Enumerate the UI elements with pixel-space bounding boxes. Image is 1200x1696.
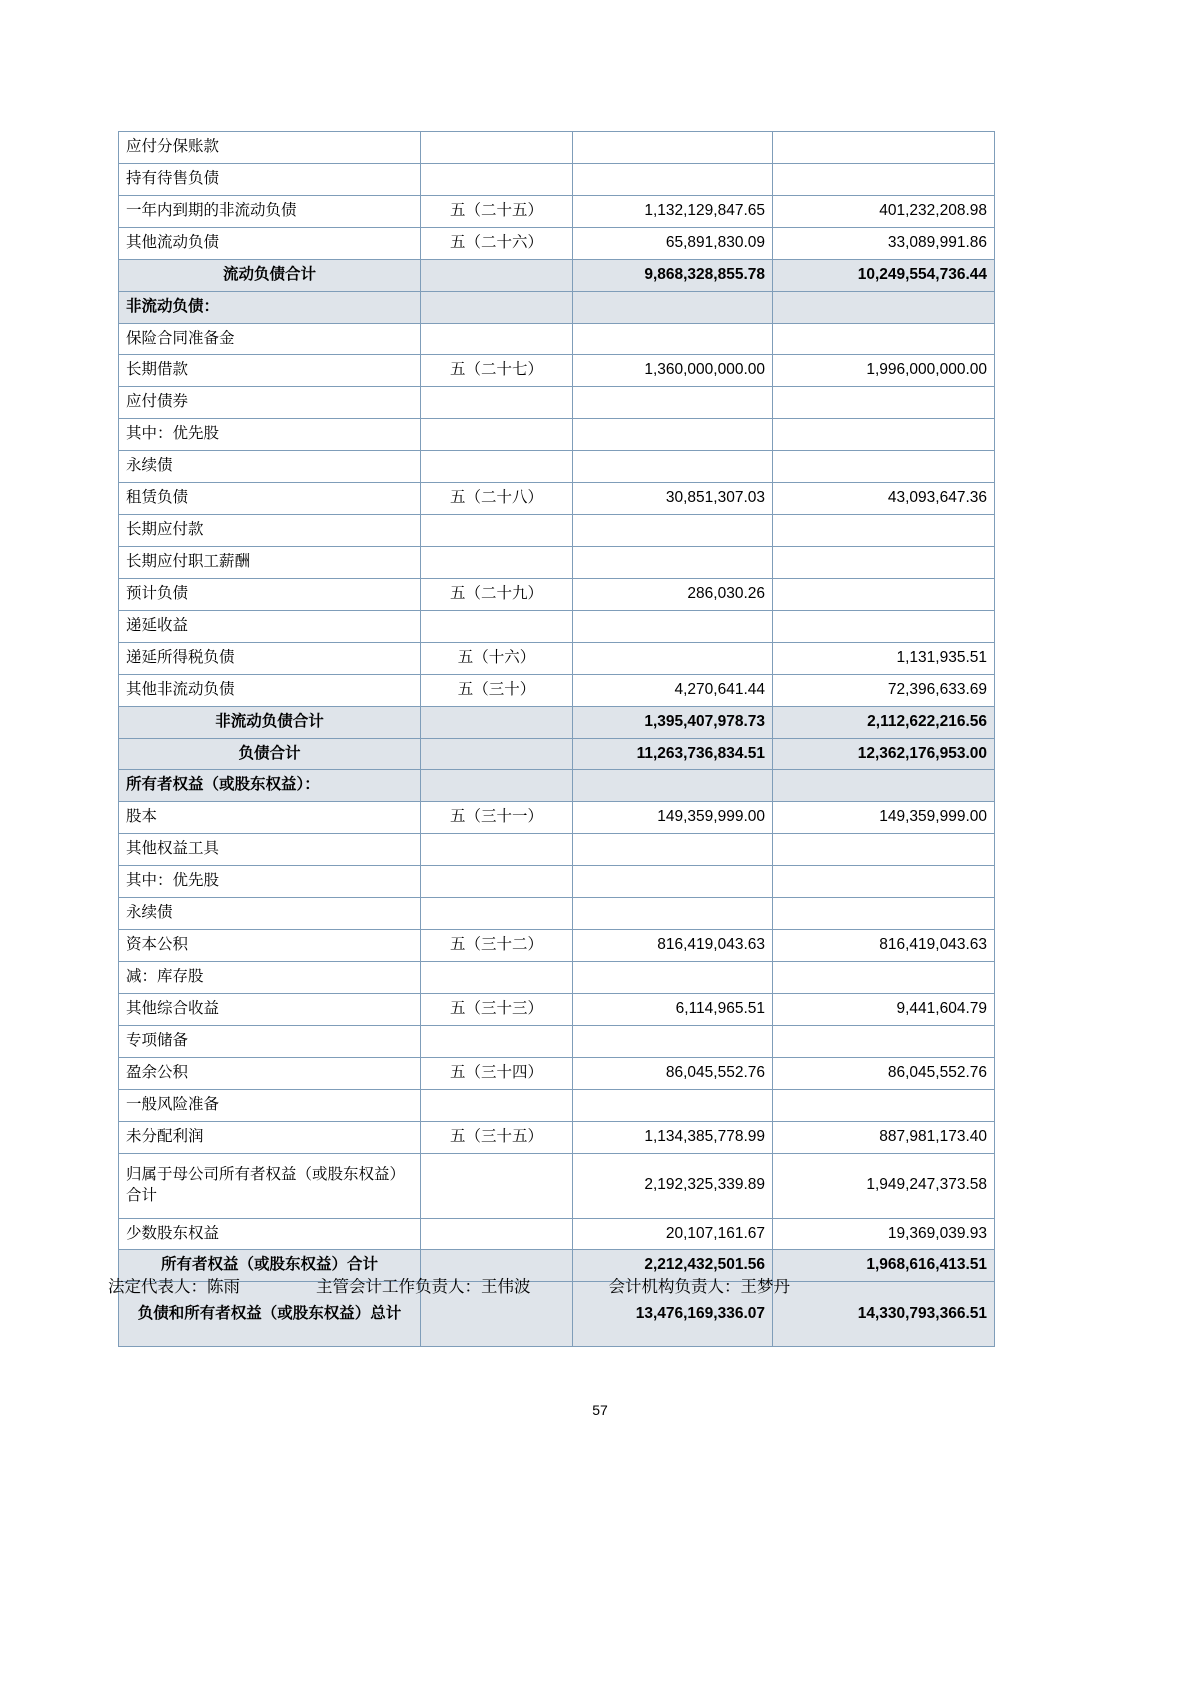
row-value-current-period [573,1089,773,1121]
table-row [119,706,995,738]
row-value-prior-period: 10,249,554,736.44 [773,259,995,291]
table-row [119,515,995,547]
row-value-prior-period [773,515,995,547]
row-value-prior-period: 14,330,793,366.51 [773,1282,995,1347]
row-value-current-period: 6,114,965.51 [573,993,773,1025]
row-value-current-period: 20,107,161.67 [573,1218,773,1250]
table-row [119,1057,995,1089]
row-value-current-period [573,642,773,674]
row-value-prior-period [773,1025,995,1057]
row-value-current-period [573,163,773,195]
row-item-label: 其中：优先股 [119,419,421,451]
table-row [119,866,995,898]
row-note-reference: 五（三十五） [421,1121,573,1153]
row-value-prior-period [773,610,995,642]
row-item-label: 应付债券 [119,387,421,419]
row-value-prior-period [773,291,995,323]
row-value-current-period: 1,132,129,847.65 [573,195,773,227]
table-row [119,451,995,483]
row-item-label: 一年内到期的非流动负债 [119,195,421,227]
table-row [119,834,995,866]
row-value-prior-period [773,451,995,483]
row-note-reference [421,834,573,866]
row-value-prior-period [773,834,995,866]
table-row [119,1153,995,1218]
row-value-prior-period [773,323,995,355]
row-item-label: 流动负债合计 [119,259,421,291]
table-row [119,546,995,578]
legal-representative-label: 法定代表人：陈雨 [108,1277,240,1296]
row-note-reference: 五（二十七） [421,355,573,387]
row-note-reference [421,387,573,419]
row-item-label: 其他综合收益 [119,993,421,1025]
table-row [119,610,995,642]
balance-sheet-table-container [118,131,994,1347]
row-item-label: 长期应付职工薪酬 [119,546,421,578]
table-row [119,163,995,195]
table-row [119,291,995,323]
row-value-prior-period [773,898,995,930]
row-note-reference: 五（十六） [421,642,573,674]
row-item-label: 非流动负债合计 [119,706,421,738]
row-note-reference [421,898,573,930]
row-value-prior-period [773,419,995,451]
row-value-prior-period: 149,359,999.00 [773,802,995,834]
page-number: 57 [592,1402,608,1418]
row-value-prior-period: 72,396,633.69 [773,674,995,706]
row-value-prior-period: 1,968,616,413.51 [773,1250,995,1282]
row-value-current-period [573,834,773,866]
table-row [119,674,995,706]
row-note-reference [421,1089,573,1121]
table-row [119,132,995,164]
row-item-label: 减：库存股 [119,961,421,993]
row-value-prior-period: 1,131,935.51 [773,642,995,674]
row-item-label: 盈余公积 [119,1057,421,1089]
row-value-prior-period [773,546,995,578]
row-item-label: 一般风险准备 [119,1089,421,1121]
row-note-reference: 五（三十三） [421,993,573,1025]
row-note-reference: 五（二十九） [421,578,573,610]
table-row [119,1089,995,1121]
row-value-prior-period: 1,949,247,373.58 [773,1153,995,1218]
row-note-reference [421,770,573,802]
row-value-prior-period [773,163,995,195]
row-value-current-period: 65,891,830.09 [573,227,773,259]
row-item-label: 递延所得税负债 [119,642,421,674]
balance-sheet-table [118,131,995,1347]
row-item-label: 永续债 [119,451,421,483]
row-value-current-period [573,451,773,483]
row-note-reference [421,1153,573,1218]
row-value-current-period: 11,263,736,834.51 [573,738,773,770]
row-value-prior-period: 19,369,039.93 [773,1218,995,1250]
row-value-current-period [573,961,773,993]
accounting-organization-head-label: 会计机构负责人：王梦丹 [608,1277,790,1296]
row-item-label: 专项储备 [119,1025,421,1057]
row-value-prior-period [773,961,995,993]
row-value-prior-period: 12,362,176,953.00 [773,738,995,770]
row-item-label: 长期应付款 [119,515,421,547]
table-row [119,642,995,674]
row-value-current-period: 4,270,641.44 [573,674,773,706]
row-value-current-period [573,866,773,898]
table-row [119,738,995,770]
row-item-label: 永续债 [119,898,421,930]
row-item-label: 负债和所有者权益（或股东权益）总计 [119,1282,421,1347]
row-note-reference: 五（二十六） [421,227,573,259]
row-value-prior-period [773,578,995,610]
row-value-current-period [573,323,773,355]
row-value-prior-period: 2,112,622,216.56 [773,706,995,738]
table-row [119,930,995,962]
row-item-label: 应付分保账款 [119,132,421,164]
row-note-reference [421,132,573,164]
row-value-current-period [573,419,773,451]
table-row [119,802,995,834]
row-item-label: 所有者权益（或股东权益）合计 [119,1250,421,1282]
row-note-reference [421,451,573,483]
row-value-prior-period: 43,093,647.36 [773,483,995,515]
row-value-current-period: 2,192,325,339.89 [573,1153,773,1218]
row-item-label: 持有待售负债 [119,163,421,195]
row-note-reference [421,419,573,451]
row-value-prior-period: 401,232,208.98 [773,195,995,227]
table-row [119,961,995,993]
row-item-label: 预计负债 [119,578,421,610]
table-row [119,355,995,387]
table-row [119,227,995,259]
table-row [119,1025,995,1057]
row-item-label: 负债合计 [119,738,421,770]
row-note-reference: 五（三十一） [421,802,573,834]
table-row [119,578,995,610]
accounting-head-label: 主管会计工作负责人：王伟波 [316,1277,531,1296]
row-value-current-period: 816,419,043.63 [573,930,773,962]
row-value-current-period: 286,030.26 [573,578,773,610]
row-item-label: 少数股东权益 [119,1218,421,1250]
row-note-reference [421,866,573,898]
table-row [119,483,995,515]
row-value-prior-period [773,866,995,898]
table-row [119,770,995,802]
row-value-current-period [573,610,773,642]
row-item-label: 递延收益 [119,610,421,642]
row-value-current-period: 13,476,169,336.07 [573,1282,773,1347]
row-note-reference [421,515,573,547]
table-row [119,1218,995,1250]
row-value-prior-period: 887,981,173.40 [773,1121,995,1153]
row-item-label: 其他流动负债 [119,227,421,259]
row-value-current-period [573,546,773,578]
table-row [119,323,995,355]
table-row [119,259,995,291]
row-note-reference [421,610,573,642]
row-value-current-period: 30,851,307.03 [573,483,773,515]
row-value-current-period: 2,212,432,501.56 [573,1250,773,1282]
row-value-current-period: 9,868,328,855.78 [573,259,773,291]
row-value-current-period [573,1025,773,1057]
row-value-prior-period: 1,996,000,000.00 [773,355,995,387]
row-note-reference [421,1218,573,1250]
table-row [119,387,995,419]
row-note-reference [421,738,573,770]
table-row [119,898,995,930]
row-note-reference [421,1025,573,1057]
row-value-prior-period: 33,089,991.86 [773,227,995,259]
row-note-reference: 五（三十） [421,674,573,706]
row-value-current-period [573,291,773,323]
row-item-label: 租赁负债 [119,483,421,515]
table-row [119,195,995,227]
row-value-current-period [573,770,773,802]
row-value-prior-period: 9,441,604.79 [773,993,995,1025]
row-note-reference: 五（二十五） [421,195,573,227]
row-note-reference [421,706,573,738]
row-item-label: 其他权益工具 [119,834,421,866]
row-value-current-period: 1,360,000,000.00 [573,355,773,387]
row-item-label: 其中：优先股 [119,866,421,898]
row-item-label: 资本公积 [119,930,421,962]
row-note-reference [421,546,573,578]
row-value-prior-period [773,132,995,164]
row-item-label: 归属于母公司所有者权益（或股东权益）合计 [119,1153,421,1218]
row-value-prior-period: 86,045,552.76 [773,1057,995,1089]
row-item-label: 其他非流动负债 [119,674,421,706]
row-value-current-period: 86,045,552.76 [573,1057,773,1089]
row-item-label: 股本 [119,802,421,834]
row-note-reference: 五（三十四） [421,1057,573,1089]
row-item-label: 所有者权益（或股东权益）： [119,770,421,802]
row-note-reference [421,259,573,291]
table-row [119,1121,995,1153]
row-note-reference [421,163,573,195]
row-item-label: 保险合同准备金 [119,323,421,355]
row-value-current-period [573,898,773,930]
row-value-prior-period: 816,419,043.63 [773,930,995,962]
row-value-current-period [573,132,773,164]
row-note-reference: 五（三十二） [421,930,573,962]
row-value-prior-period [773,1089,995,1121]
row-note-reference [421,961,573,993]
row-item-label: 非流动负债： [119,291,421,323]
row-value-current-period [573,515,773,547]
row-item-label: 未分配利润 [119,1121,421,1153]
row-note-reference: 五（二十八） [421,483,573,515]
row-note-reference [421,323,573,355]
row-value-current-period: 1,395,407,978.73 [573,706,773,738]
table-row [119,993,995,1025]
row-note-reference [421,291,573,323]
row-value-current-period: 1,134,385,778.99 [573,1121,773,1153]
signature-line [108,1273,1008,1297]
row-value-current-period: 149,359,999.00 [573,802,773,834]
balance-sheet-body [119,132,995,1347]
row-value-current-period [573,387,773,419]
table-row [119,419,995,451]
row-value-prior-period [773,770,995,802]
row-value-prior-period [773,387,995,419]
row-item-label: 长期借款 [119,355,421,387]
